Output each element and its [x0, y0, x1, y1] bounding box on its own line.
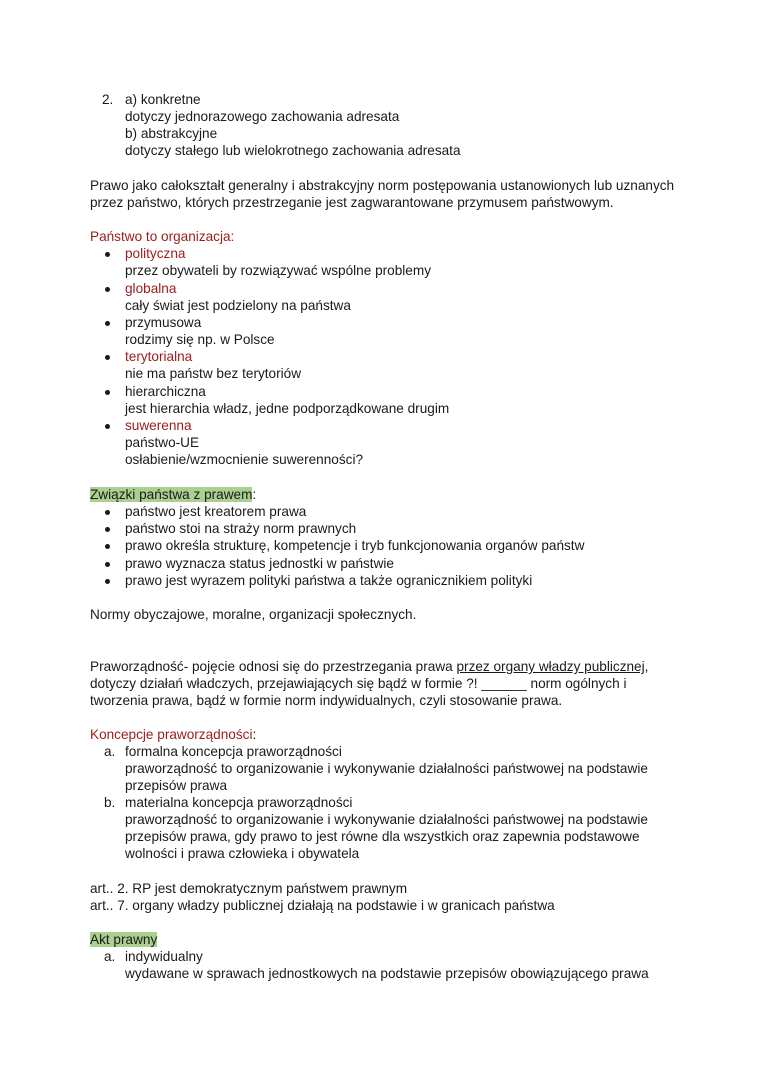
heading-colon: : [252, 487, 257, 502]
list-item-desc: cały świat jest podzielony na państwa [125, 298, 351, 313]
list-item-term: globalna [125, 281, 177, 296]
paragraph-line: dotyczy działań władczych, przejawiających się bądź w formie ?! ______ norm ogólnych i [90, 676, 627, 691]
list-item-term: hierarchiczna [125, 384, 206, 399]
section-heading [90, 931, 157, 948]
heading-text: Koncepcje praworządności [90, 727, 253, 742]
list-item-term: terytorialna [125, 349, 193, 364]
section-heading [90, 486, 256, 503]
bullet-icon [105, 544, 110, 549]
list-item: prawo określa strukturę, kompetencje i tryb funkcjonowania organów państw [125, 538, 585, 553]
list-item-title: formalna koncepcja praworządności [125, 744, 342, 759]
bullet-icon [105, 527, 110, 532]
list-marker: a. [104, 949, 116, 964]
list-item-desc: państwo-UE [125, 435, 200, 450]
section-heading: Państwo to organizacja: [90, 229, 235, 244]
article-line: art.. 7. organy władzy publicznej działają na podstawie i w granicach państwa [90, 898, 555, 913]
list-item: państwo jest kreatorem prawa [125, 504, 307, 519]
list-item-desc: praworządność to organizowanie i wykonywanie działalności państwowej na podstawie [125, 812, 648, 827]
bullet-icon [105, 390, 110, 395]
section-heading [90, 726, 256, 743]
list-item-desc: nie ma państw bez terytoriów [125, 366, 302, 381]
paragraph-line [90, 658, 648, 675]
list-item-desc: rodzimy się np. w Polsce [125, 332, 275, 347]
bullet-icon [105, 287, 110, 292]
paragraph-line: tworzenia prawa, bądź w formie norm indywidualnych, czyli stosowanie prawa. [90, 693, 563, 708]
bullet-icon [105, 562, 110, 567]
list-number: 2. [102, 92, 114, 107]
bullet-icon [105, 510, 110, 515]
list-item-b-desc: dotyczy stałego lub wielokrotnego zachowania adresata [125, 143, 461, 158]
bullet-icon [105, 252, 110, 257]
highlighted-heading: Akt prawny [90, 932, 158, 947]
list-item-title: indywidualny [125, 949, 203, 964]
article-line: art.. 2. RP jest demokratycznym państwem prawnym [90, 881, 408, 896]
list-item-title: materialna koncepcja praworządności [125, 795, 353, 810]
paragraph-line: Normy obyczajowe, moralne, organizacji społecznych. [90, 607, 417, 622]
bullet-icon [105, 579, 110, 584]
list-marker: b. [104, 795, 116, 810]
paragraph-line: przez państwo, których przestrzeganie jest zagwarantowane przymusem państwowym. [90, 195, 614, 210]
bullet-icon [105, 355, 110, 360]
text-run: , [644, 659, 649, 674]
bullet-icon [105, 424, 110, 429]
list-item-desc: osłabienie/wzmocnienie suwerenności? [125, 452, 364, 467]
list-marker: a. [104, 744, 116, 759]
list-item-a: a) konkretne [125, 92, 201, 107]
list-item-desc: przez obywateli by rozwiązywać wspólne problemy [125, 263, 431, 278]
list-item-desc: przepisów prawa [125, 778, 227, 793]
paragraph-line: Prawo jako całokształt generalny i abstrakcyjny norm postępowania ustanowionych lub uznanych [90, 178, 675, 193]
list-item-desc: praworządność to organizowanie i wykonywanie działalności państwowej na podstawie [125, 761, 648, 776]
text-run: Praworządność- pojęcie odnosi się do przestrzegania prawa [90, 659, 457, 674]
list-item-desc: wydawane w sprawach jednostkowych na podstawie przepisów obowiązującego prawa [125, 966, 649, 981]
list-item-a-desc: dotyczy jednorazowego zachowania adresata [125, 109, 400, 124]
bullet-icon [105, 321, 110, 326]
list-item: prawo jest wyrazem polityki państwa a także ogranicznikiem polityki [125, 573, 533, 588]
list-item-desc: jest hierarchia władz, jedne podporządkowane drugim [125, 401, 450, 416]
list-item: państwo stoi na straży norm prawnych [125, 521, 357, 536]
underlined-text: przez organy władzy publicznej [456, 659, 645, 674]
heading-colon: : [252, 727, 257, 742]
list-item-term: przymusowa [125, 315, 202, 330]
list-item-b: b) abstrakcyjne [125, 126, 218, 141]
list-item-term: polityczna [125, 246, 186, 261]
list-item-term: suwerenna [125, 418, 192, 433]
list-item: prawo wyznacza status jednostki w państwie [125, 556, 394, 571]
list-item-desc: przepisów prawa, gdy prawo to jest równe dla wszystkich oraz zapewnia podstawowe [125, 829, 640, 844]
highlighted-heading: Związki państwa z prawem [90, 487, 253, 502]
list-item-desc: wolności i prawa człowieka i obywatela [125, 846, 360, 861]
